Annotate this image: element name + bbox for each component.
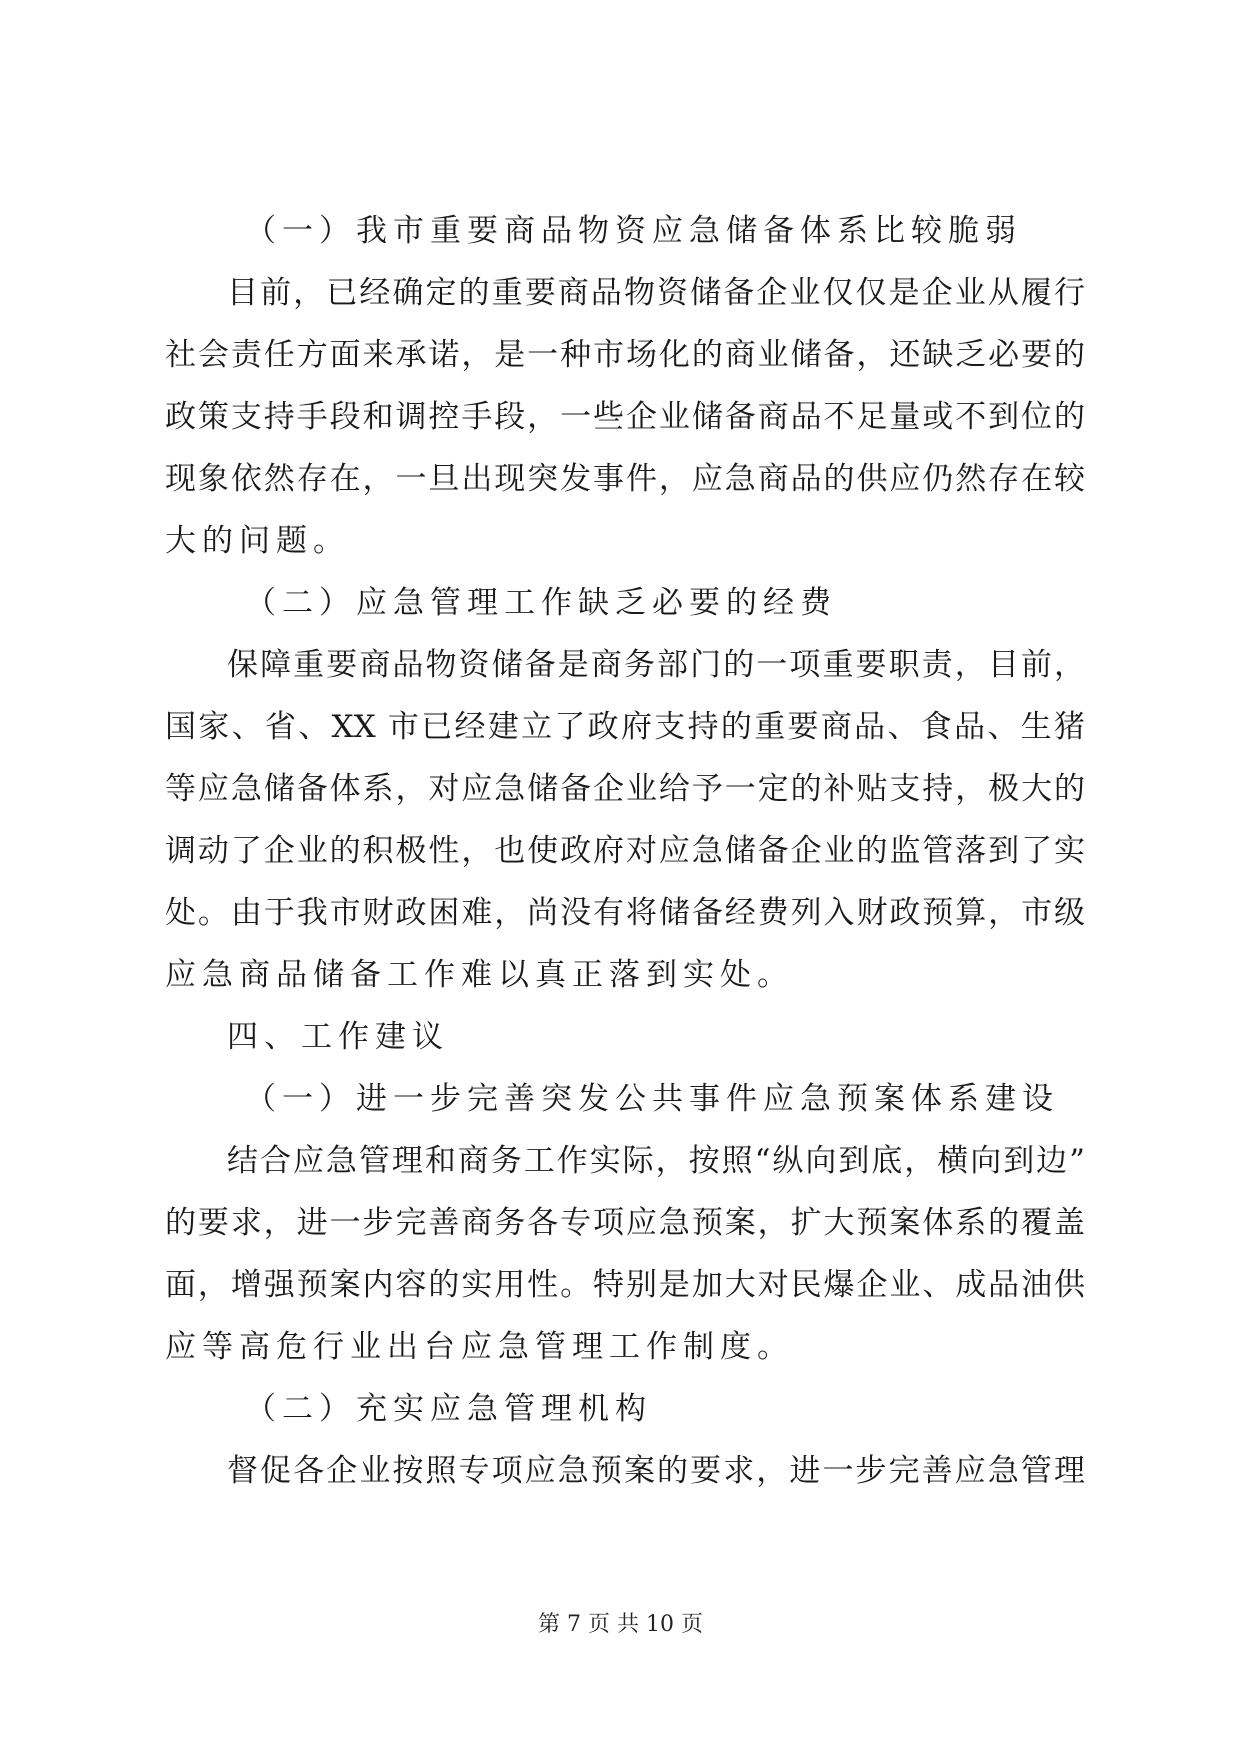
section-heading-3: 四、工作建议 (227, 1019, 449, 1055)
paragraph-line: 现象依然存在，一旦出现突发事件，应急商品的供应仍然存在较 (165, 461, 1085, 497)
paragraph-line: 应急商品储备工作难以真正落到实处。 (165, 957, 794, 993)
paragraph-line: 大的问题。 (165, 523, 350, 559)
section-heading-5: （二）充实应急管理机构 (245, 1391, 652, 1427)
paragraph-line: 社会责任方面来承诺，是一种市场化的商业储备，还缺乏必要的 (165, 337, 1085, 373)
section-heading-2: （二）应急管理工作缺乏必要的经费 (245, 585, 837, 621)
paragraph-line: 应等高危行业出台应急管理工作制度。 (165, 1329, 794, 1365)
paragraph-line: 的要求，进一步完善商务各专项应急预案，扩大预案体系的覆盖 (165, 1205, 1085, 1241)
paragraph-line: 等应急储备体系，对应急储备企业给予一定的补贴支持，极大的 (165, 771, 1085, 807)
section-heading-4: （一）进一步完善突发公共事件应急预案体系建设 (245, 1081, 1059, 1117)
paragraph-line: 保障重要商品物资储备是商务部门的一项重要职责，目前， (227, 647, 1085, 683)
paragraph-line: 面，增强预案内容的实用性。特别是加大对民爆企业、成品油供 (165, 1267, 1085, 1303)
page-number-label: 第 7 页 共 10 页 (538, 1612, 703, 1637)
paragraph-line: 督促各企业按照专项应急预案的要求，进一步完善应急管理 (227, 1453, 1085, 1489)
document-body (165, 200, 1085, 1502)
section-heading-1: （一）我市重要商品物资应急储备体系比较脆弱 (245, 213, 1022, 249)
paragraph-line: 处。由于我市财政困难，尚没有将储备经费列入财政预算，市级 (165, 895, 1085, 931)
paragraph-line: 政策支持手段和调控手段，一些企业储备商品不足量或不到位的 (165, 399, 1085, 435)
page-footer (0, 1607, 1241, 1638)
paragraph-line: 目前，已经确定的重要商品物资储备企业仅仅是企业从履行 (227, 275, 1085, 311)
paragraph-line: 结合应急管理和商务工作实际，按照“纵向到底，横向到边” (227, 1143, 1085, 1179)
paragraph-line: 国家、省、XX 市已经建立了政府支持的重要商品、食品、生猪 (165, 709, 1085, 745)
paragraph-line: 调动了企业的积极性，也使政府对应急储备企业的监管落到了实 (165, 833, 1085, 869)
